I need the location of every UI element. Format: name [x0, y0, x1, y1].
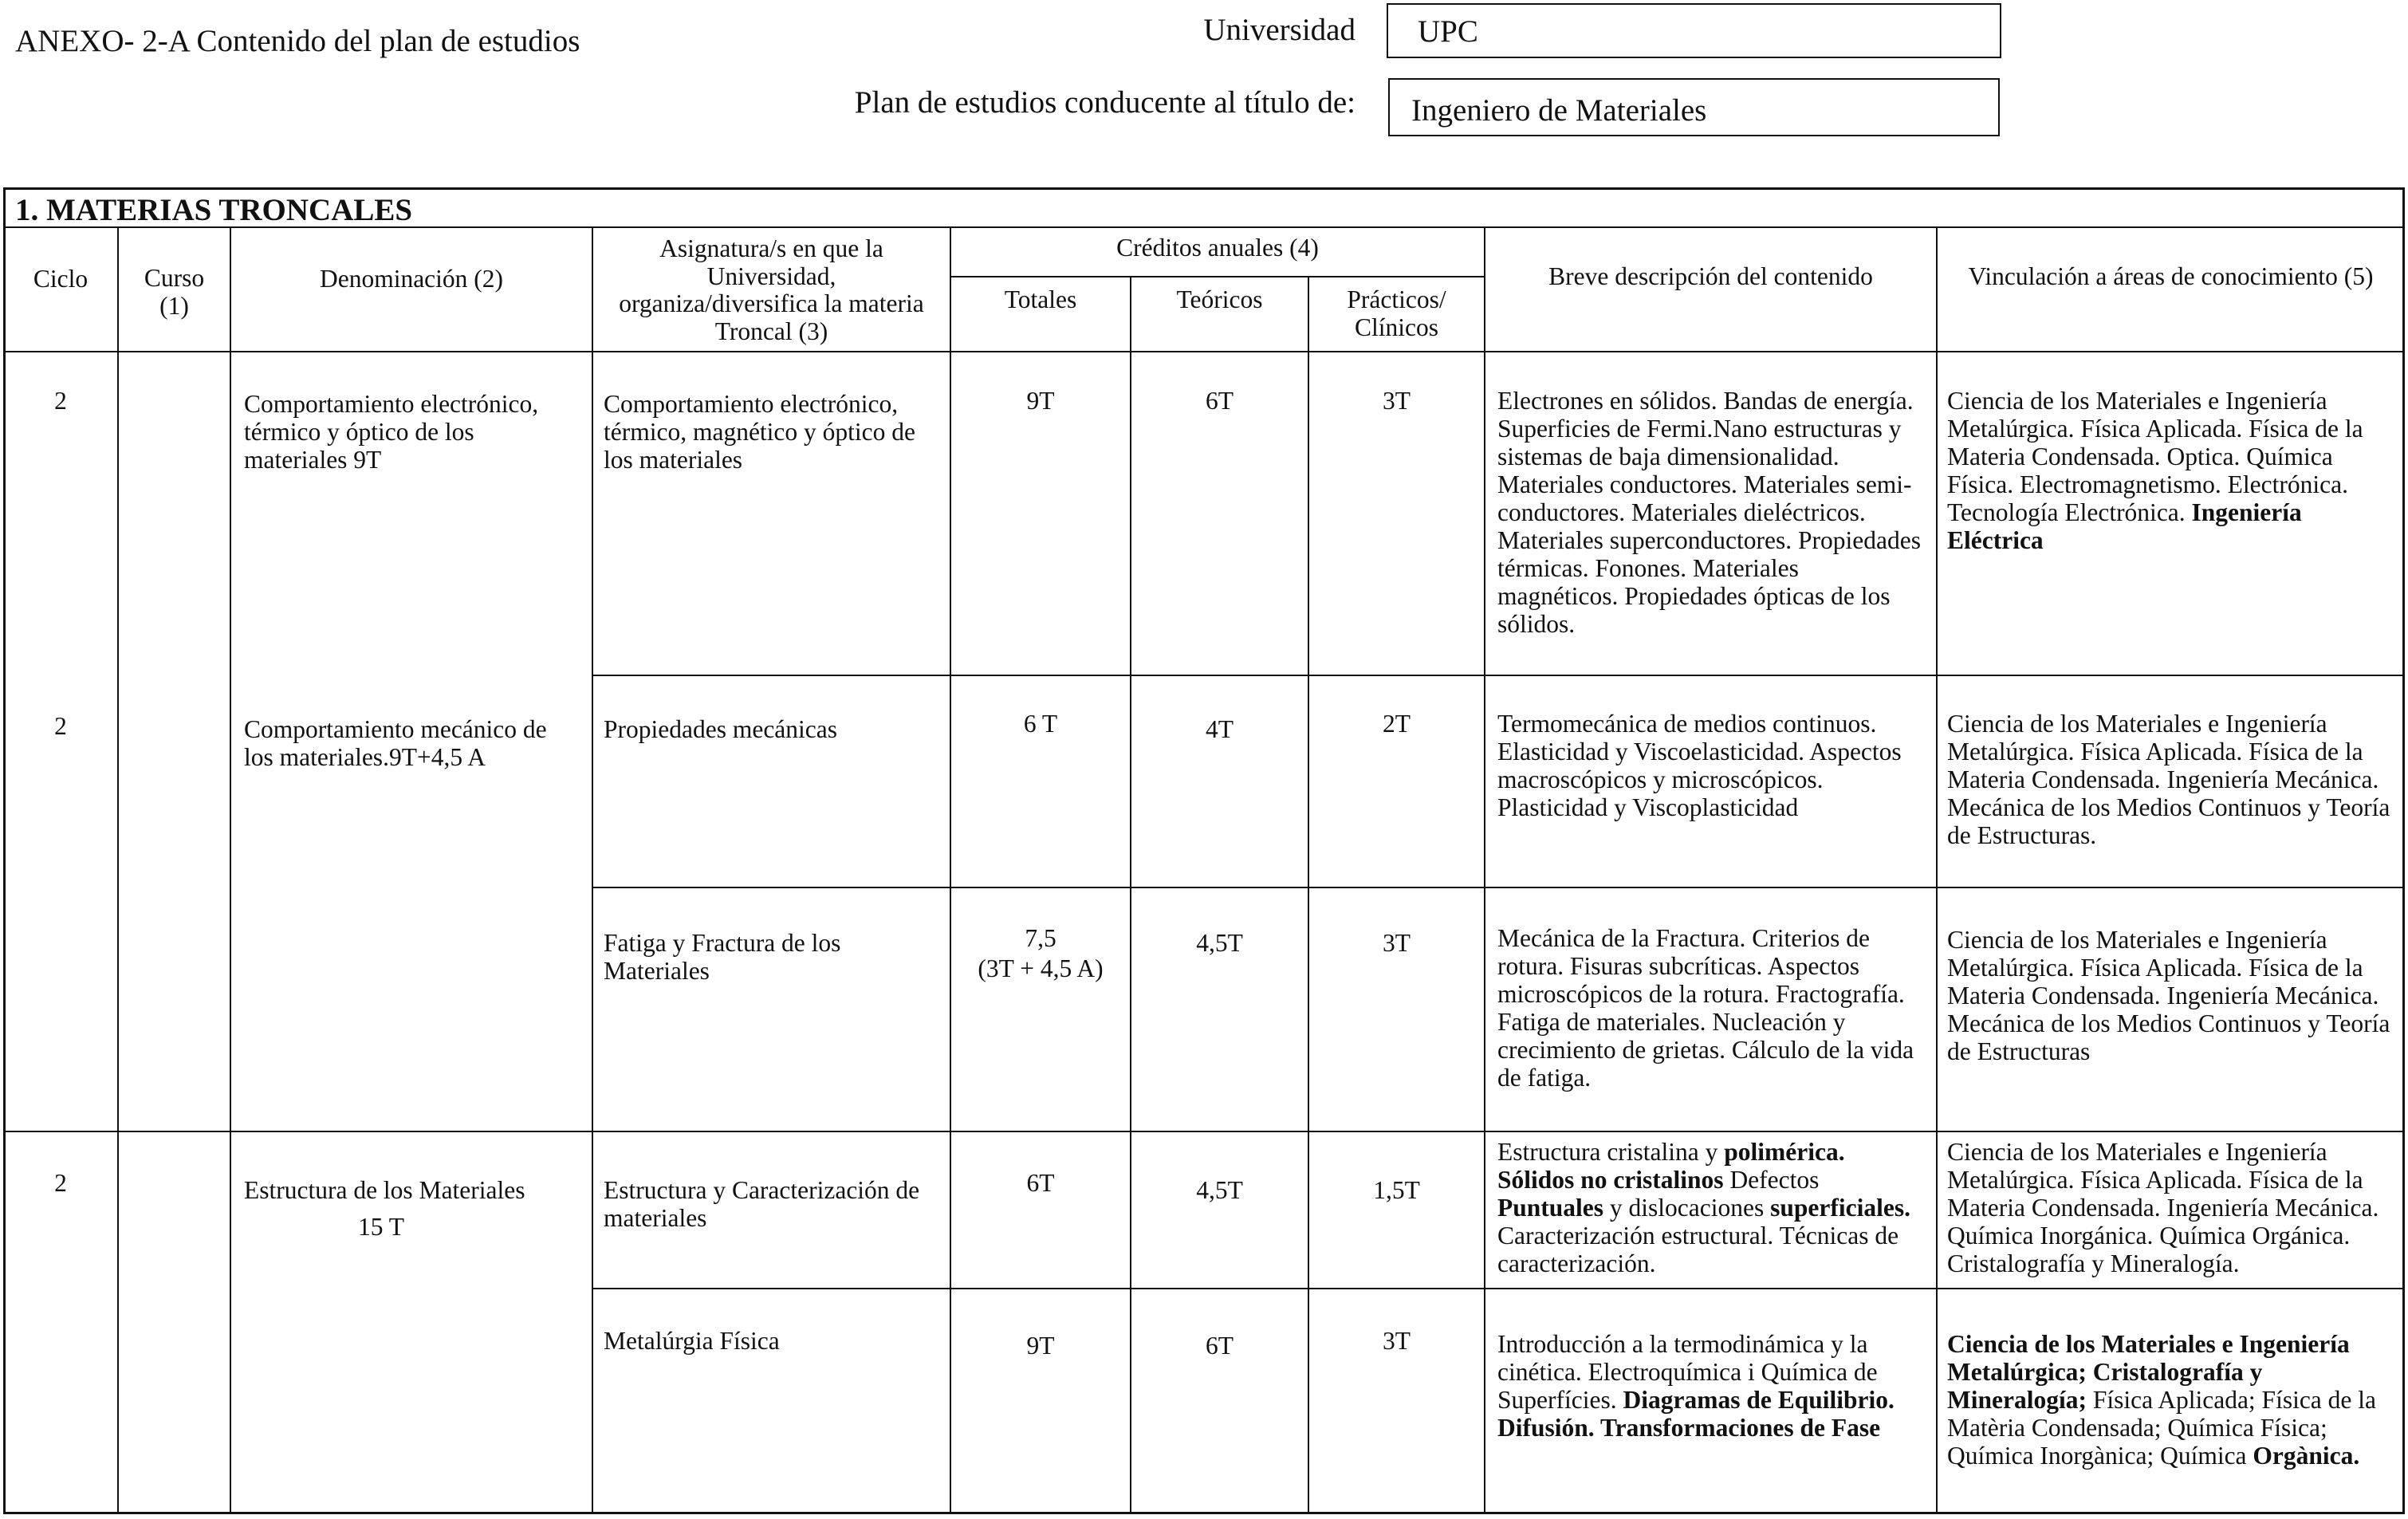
creditos-totales: 7,5 (3T + 4,5 A)	[978, 924, 1104, 982]
creditos-practicos: 2T	[1383, 710, 1411, 738]
table-rule-vertical	[592, 227, 593, 1514]
university-label: Universidad	[1203, 13, 1355, 47]
col-header-descripcion: Breve descripción del contenido	[1548, 262, 1873, 290]
vinculacion-areas	[1947, 1138, 2378, 1277]
asignatura-nombre: Estructura y Caracterización de materiales	[604, 1176, 920, 1232]
col-header-practicos: Prácticos/ Clínicos	[1347, 285, 1446, 341]
creditos-totales: 6T	[1026, 1169, 1055, 1197]
table-rule-horizontal	[950, 276, 1485, 277]
university-value: UPC	[1418, 14, 1478, 49]
creditos-teoricos: 6T	[1206, 1332, 1234, 1360]
creditos-teoricos: 4,5T	[1196, 929, 1243, 957]
creditos-teoricos: 6T	[1206, 387, 1234, 415]
text-segment: Física Aplicada; Física de la Matèria Condensada; Química Física; Química Inorgànica; Química	[1947, 1386, 2377, 1470]
materia-denominacion: Estructura de los Materiales	[244, 1176, 525, 1204]
col-header-totales: Totales	[1004, 285, 1077, 313]
materia-ciclo: 2	[54, 712, 67, 740]
vinculacion-areas	[1947, 387, 2363, 554]
table-rule-vertical	[1936, 227, 1938, 1514]
asignatura-nombre: Propiedades mecánicas	[604, 715, 838, 743]
text-segment: Ciencia de los Materiales e Ingeniería Metalúrgica. Física Aplicada. Física de la Materia Condensada. Ingeniería Mecánica. Mecánica de los Medios Continuos y Teoría de Estructuras	[1947, 926, 2390, 1065]
vinculacion-areas	[1947, 710, 2390, 849]
bold-text-segment: Orgànica.	[2253, 1442, 2360, 1470]
text-segment: Caracterización estructural. Técnicas de caracterización.	[1497, 1222, 1899, 1277]
text-segment: y dislocaciones	[1603, 1194, 1771, 1222]
col-header-creditos: Créditos anuales (4)	[1116, 234, 1319, 262]
creditos-totales: 9T	[1026, 1332, 1055, 1360]
text-segment: Ciencia de los Materiales e Ingeniería Metalúrgica. Física Aplicada. Física de la Materia Condensada. Ingeniería Mecánica. Mecánica de los Medios Continuos y Teoría de Estructuras.	[1947, 710, 2390, 849]
col-header-asignatura: Asignatura/s en que la Universidad, organiza/diversifica la materia Troncal (3)	[619, 234, 924, 346]
materia-creditos: 15 T	[358, 1213, 405, 1241]
descripcion-contenido	[1497, 1330, 1895, 1442]
descripcion-contenido	[1497, 387, 1921, 638]
degree-field	[1388, 78, 2000, 136]
materia-ciclo: 2	[54, 1169, 67, 1197]
text-segment: Mecánica de la Fractura. Criterios de rotura. Fisuras subcríticas. Aspectos microscópicos de la rotura. Fractografía. Fatiga de materiales. Nucleación y crecimiento de grietas. Cálculo de la vida de fatiga.	[1497, 924, 1914, 1092]
col-header-curso: Curso (1)	[144, 264, 205, 320]
table-rule-vertical	[117, 227, 119, 1514]
creditos-practicos: 3T	[1383, 387, 1411, 415]
vinculacion-areas	[1947, 926, 2390, 1065]
degree-label: Plan de estudios conducente al título de:	[854, 85, 1355, 120]
text-segment: Defectos	[1729, 1166, 1820, 1194]
col-header-ciclo: Ciclo	[33, 265, 89, 293]
annex-title: ANEXO- 2-A Contenido del plan de estudios	[15, 24, 580, 58]
table-rule-horizontal	[3, 351, 2405, 352]
bold-text-segment: Ingeniería Eléctrica	[1947, 498, 2302, 554]
degree-value: Ingeniero de Materiales	[1411, 93, 1707, 128]
materia-denominacion: Comportamiento electrónico, térmico y óptico de los materiales 9T	[244, 390, 539, 474]
col-header-denominacion: Denominación (2)	[319, 265, 504, 293]
creditos-totales: 6 T	[1023, 710, 1058, 738]
descripcion-contenido	[1497, 710, 1902, 821]
text-segment: Ciencia de los Materiales e Ingeniería Metalúrgica. Física Aplicada. Física de la Materia Condensada. Optica. Química Física. Electromagnetismo. Electrónica. Tecnología Electrónica.	[1947, 387, 2363, 526]
bold-text-segment: Puntuales	[1497, 1194, 1604, 1222]
table-rule-vertical	[1130, 277, 1131, 1514]
section-title: 1. MATERIAS TRONCALES	[15, 193, 413, 227]
table-rule-horizontal	[592, 675, 2405, 676]
text-segment: Estructura cristalina y	[1497, 1138, 1725, 1166]
text-segment: Ciencia de los Materiales e Ingeniería Metalúrgica. Física Aplicada. Física de la Materia Condensada. Ingeniería Mecánica. Química Inorgánica. Química Orgánica. Cristalografía y Mineralogía.	[1947, 1138, 2379, 1277]
creditos-practicos: 3T	[1383, 929, 1411, 957]
materia-denominacion: Comportamiento mecánico de los materiales.9T+4,5 A	[244, 715, 547, 771]
text-segment: Electrones en sólidos. Bandas de energía. Superficies de Fermi.Nano estructuras y sistemas de baja dimensionalidad. Materiales conductores. Materiales semi- conductores. Materiales dieléctricos. Materiales superconductores. Propiedades térmicas. Fonones. Materiales magnéticos. Propiedades ópticas de los sólidos.	[1497, 387, 1921, 638]
bold-text-segment: Diagramas de Equilibrio. Difusión. Transformaciones de Fase	[1497, 1386, 1895, 1442]
bold-text-segment: Ciencia de los Materiales e Ingeniería Metalúrgica; Cristalografía y Mineralogía;	[1947, 1330, 2350, 1414]
asignatura-nombre: Fatiga y Fractura de los Materiales	[604, 929, 841, 985]
asignatura-nombre: Metalúrgia Física	[604, 1327, 780, 1355]
text-segment: Introducción a la termodinámica y la cinética. Electroquímica i Química de Superfícies.	[1497, 1330, 1878, 1414]
table-rule-horizontal	[592, 887, 2405, 888]
creditos-totales: 9T	[1026, 387, 1055, 415]
col-header-vinculacion: Vinculación a áreas de conocimiento (5)	[1968, 262, 2374, 290]
vinculacion-areas	[1947, 1330, 2376, 1470]
descripcion-contenido	[1497, 924, 1914, 1092]
creditos-practicos: 3T	[1383, 1327, 1411, 1355]
col-header-teoricos: Teóricos	[1176, 285, 1263, 313]
table-rule-horizontal	[3, 1131, 2405, 1132]
creditos-teoricos: 4T	[1206, 715, 1234, 743]
table-rule-vertical	[230, 227, 231, 1514]
creditos-teoricos: 4,5T	[1196, 1176, 1243, 1204]
university-field	[1387, 3, 2001, 58]
bold-text-segment: superficiales.	[1770, 1194, 1910, 1222]
table-rule-vertical	[950, 227, 951, 1514]
materia-ciclo: 2	[54, 387, 67, 415]
asignatura-nombre: Comportamiento electrónico, térmico, magnético y óptico de los materiales	[604, 390, 915, 474]
bold-text-segment: polimérica. Sólidos no cristalinos	[1497, 1138, 1845, 1194]
text-segment: Termomecánica de medios continuos. Elasticidad y Viscoelasticidad. Aspectos macroscópicos y microscópicos. Plasticidad y Viscoplasticidad	[1497, 710, 1902, 821]
table-rule-vertical	[1484, 227, 1485, 1514]
descripcion-contenido	[1497, 1138, 1910, 1277]
table-rule-horizontal	[592, 1288, 2405, 1289]
creditos-practicos: 1,5T	[1373, 1176, 1420, 1204]
